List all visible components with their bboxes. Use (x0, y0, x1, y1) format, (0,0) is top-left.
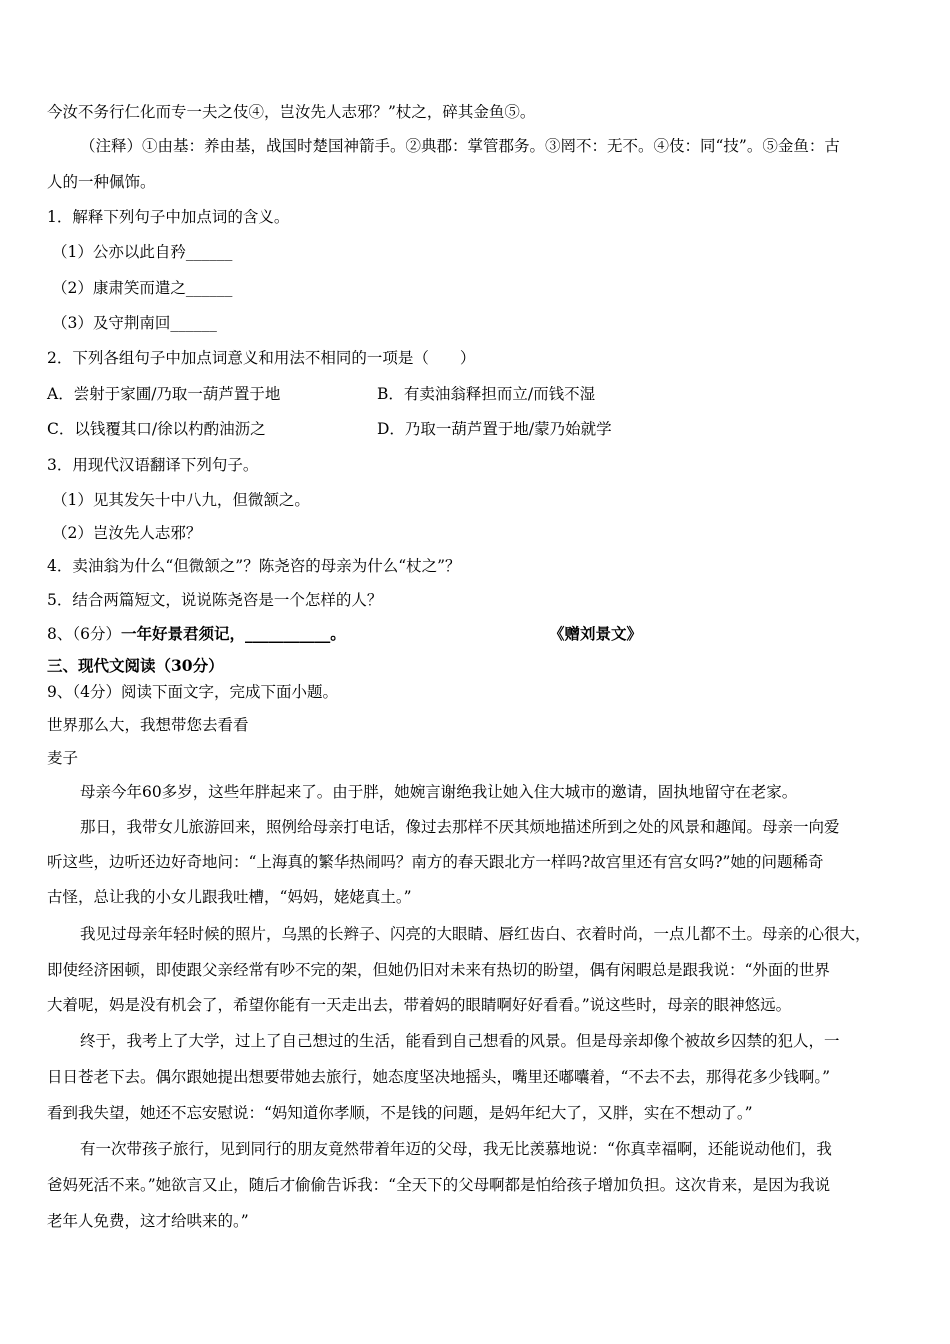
question-1: 1．解释下列句子中加点词的含义。 (47, 208, 290, 226)
question-1-item-1: （1）公亦以此自矜______ (52, 243, 233, 261)
article-line: 即使经济困顿，即使跟父亲经常有吵不完的架，但她仍旧对未来有热切的盼望，偶有闲暇总是跟我说：“外面的世界 (47, 961, 830, 979)
article-line: 我见过母亲年轻时候的照片，乌黑的长辫子、闪亮的大眼睛、唇红齿白、衣着时尚，一点儿都不土。母亲的心很大， (80, 925, 871, 943)
article-line: 日日苍老下去。偶尔跟她提出想要带她去旅行，她态度坚决地摇头，嘴里还嘟囔着，“不去不去，那得花多少钱啊。” (47, 1068, 831, 1086)
article-line: 大着呢，妈是没有机会了，希望你能有一天走出去，带着妈的眼睛啊好好看看。”说这些时，母亲的眼神悠远。 (47, 996, 792, 1014)
article-line: 爸妈死活不来。”她欲言又止，随后才偷偷告诉我：“全天下的父母啊都是怕给孩子增加负担。这次肯来，是因为我说 (47, 1176, 831, 1194)
article-line: 听这些，边听还边好奇地问：“上海真的繁华热闹吗？南方的春天跟北方一样吗?故宫里还有宫女吗?”她的问题稀奇 (47, 853, 824, 871)
option-d: D．乃取一葫芦置于地/蒙乃始就学 (377, 420, 612, 438)
annotation-line-2: 人的一种佩饰。 (47, 173, 156, 191)
option-a: A．尝射于家圃/乃取一葫芦置于地 (47, 385, 281, 403)
article-line: 老年人免费，这才给哄来的。” (47, 1212, 249, 1230)
question-3-item-1: （1）见其发矢十中八九，但微颔之。 (52, 491, 310, 509)
article-line: 终于，我考上了大学，过上了自己想过的生活，能看到自己想看的风景。但是母亲却像个被故乡囚禁的犯人，一 (80, 1032, 840, 1050)
question-1-item-2: （2）康肃笑而遣之______ (52, 279, 233, 297)
question-3-item-2: （2）岂汝先人志邪？ (52, 524, 202, 542)
section-3-title: 三、现代文阅读（30分） (47, 656, 224, 675)
question-9: 9、（4分）阅读下面文字，完成下面小题。 (47, 683, 338, 701)
annotation-line-1: （注释）①由基：养由基，战国时楚国神箭手。②典郡：掌管郡务。③罔不：无不。④伎：同“技”。⑤金鱼：古 (80, 137, 840, 155)
question-8-source: 《赠刘景文》 (549, 624, 643, 643)
question-8 (47, 624, 909, 644)
question-2-options-row-2 (47, 419, 909, 439)
question-2-options-row-1 (47, 384, 909, 404)
article-author: 麦子 (47, 749, 79, 767)
question-3: 3．用现代汉语翻译下列句子。 (47, 456, 259, 474)
passage-last-line: 今汝不务行仁化而专一夫之伎④，岂汝先人志邪？”杖之，碎其金鱼⑤。 (47, 103, 536, 121)
option-b: B．有卖油翁释担而立/而钱不湿 (377, 385, 596, 403)
article-line: 母亲今年60多岁，这些年胖起来了。由于胖，她婉言谢绝我让她入住大城市的邀请，固执地留守在老家。 (80, 783, 798, 801)
article-line: 那日，我带女儿旅游回来，照例给母亲打电话，像过去那样不厌其烦地描述所到之处的风景和趣闻。母亲一向爱 (80, 818, 840, 836)
question-5: 5．结合两篇短文，说说陈尧咨是一个怎样的人？ (47, 591, 383, 609)
article-line: 有一次带孩子旅行，见到同行的朋友竟然带着年迈的父母，我无比羡慕地说：“你真幸福啊，还能说动他们，我 (80, 1140, 832, 1158)
article-line: 看到我失望，她还不忘安慰说：“妈知道你孝顺，不是钱的问题，是妈年纪大了，又胖，实在不想动了。” (47, 1104, 753, 1122)
option-c: C．以钱覆其口/徐以杓酌油沥之 (47, 420, 266, 438)
article-title: 世界那么大，我想带您去看看 (47, 716, 249, 734)
question-8-label: 8、（6分） (47, 625, 121, 643)
question-2: 2．下列各组句子中加点词意义和用法不相同的一项是（ ） (47, 349, 476, 367)
article-line: 古怪，总让我的小女儿跟我吐槽，“妈妈，姥姥真土。” (47, 888, 412, 906)
question-8-text: 一年好景君须记，___________。 (120, 624, 346, 643)
question-4: 4．卖油翁为什么“但微颔之”？陈尧咨的母亲为什么“杖之”？ (47, 557, 461, 575)
question-1-item-3: （3）及守荆南回______ (52, 314, 217, 332)
